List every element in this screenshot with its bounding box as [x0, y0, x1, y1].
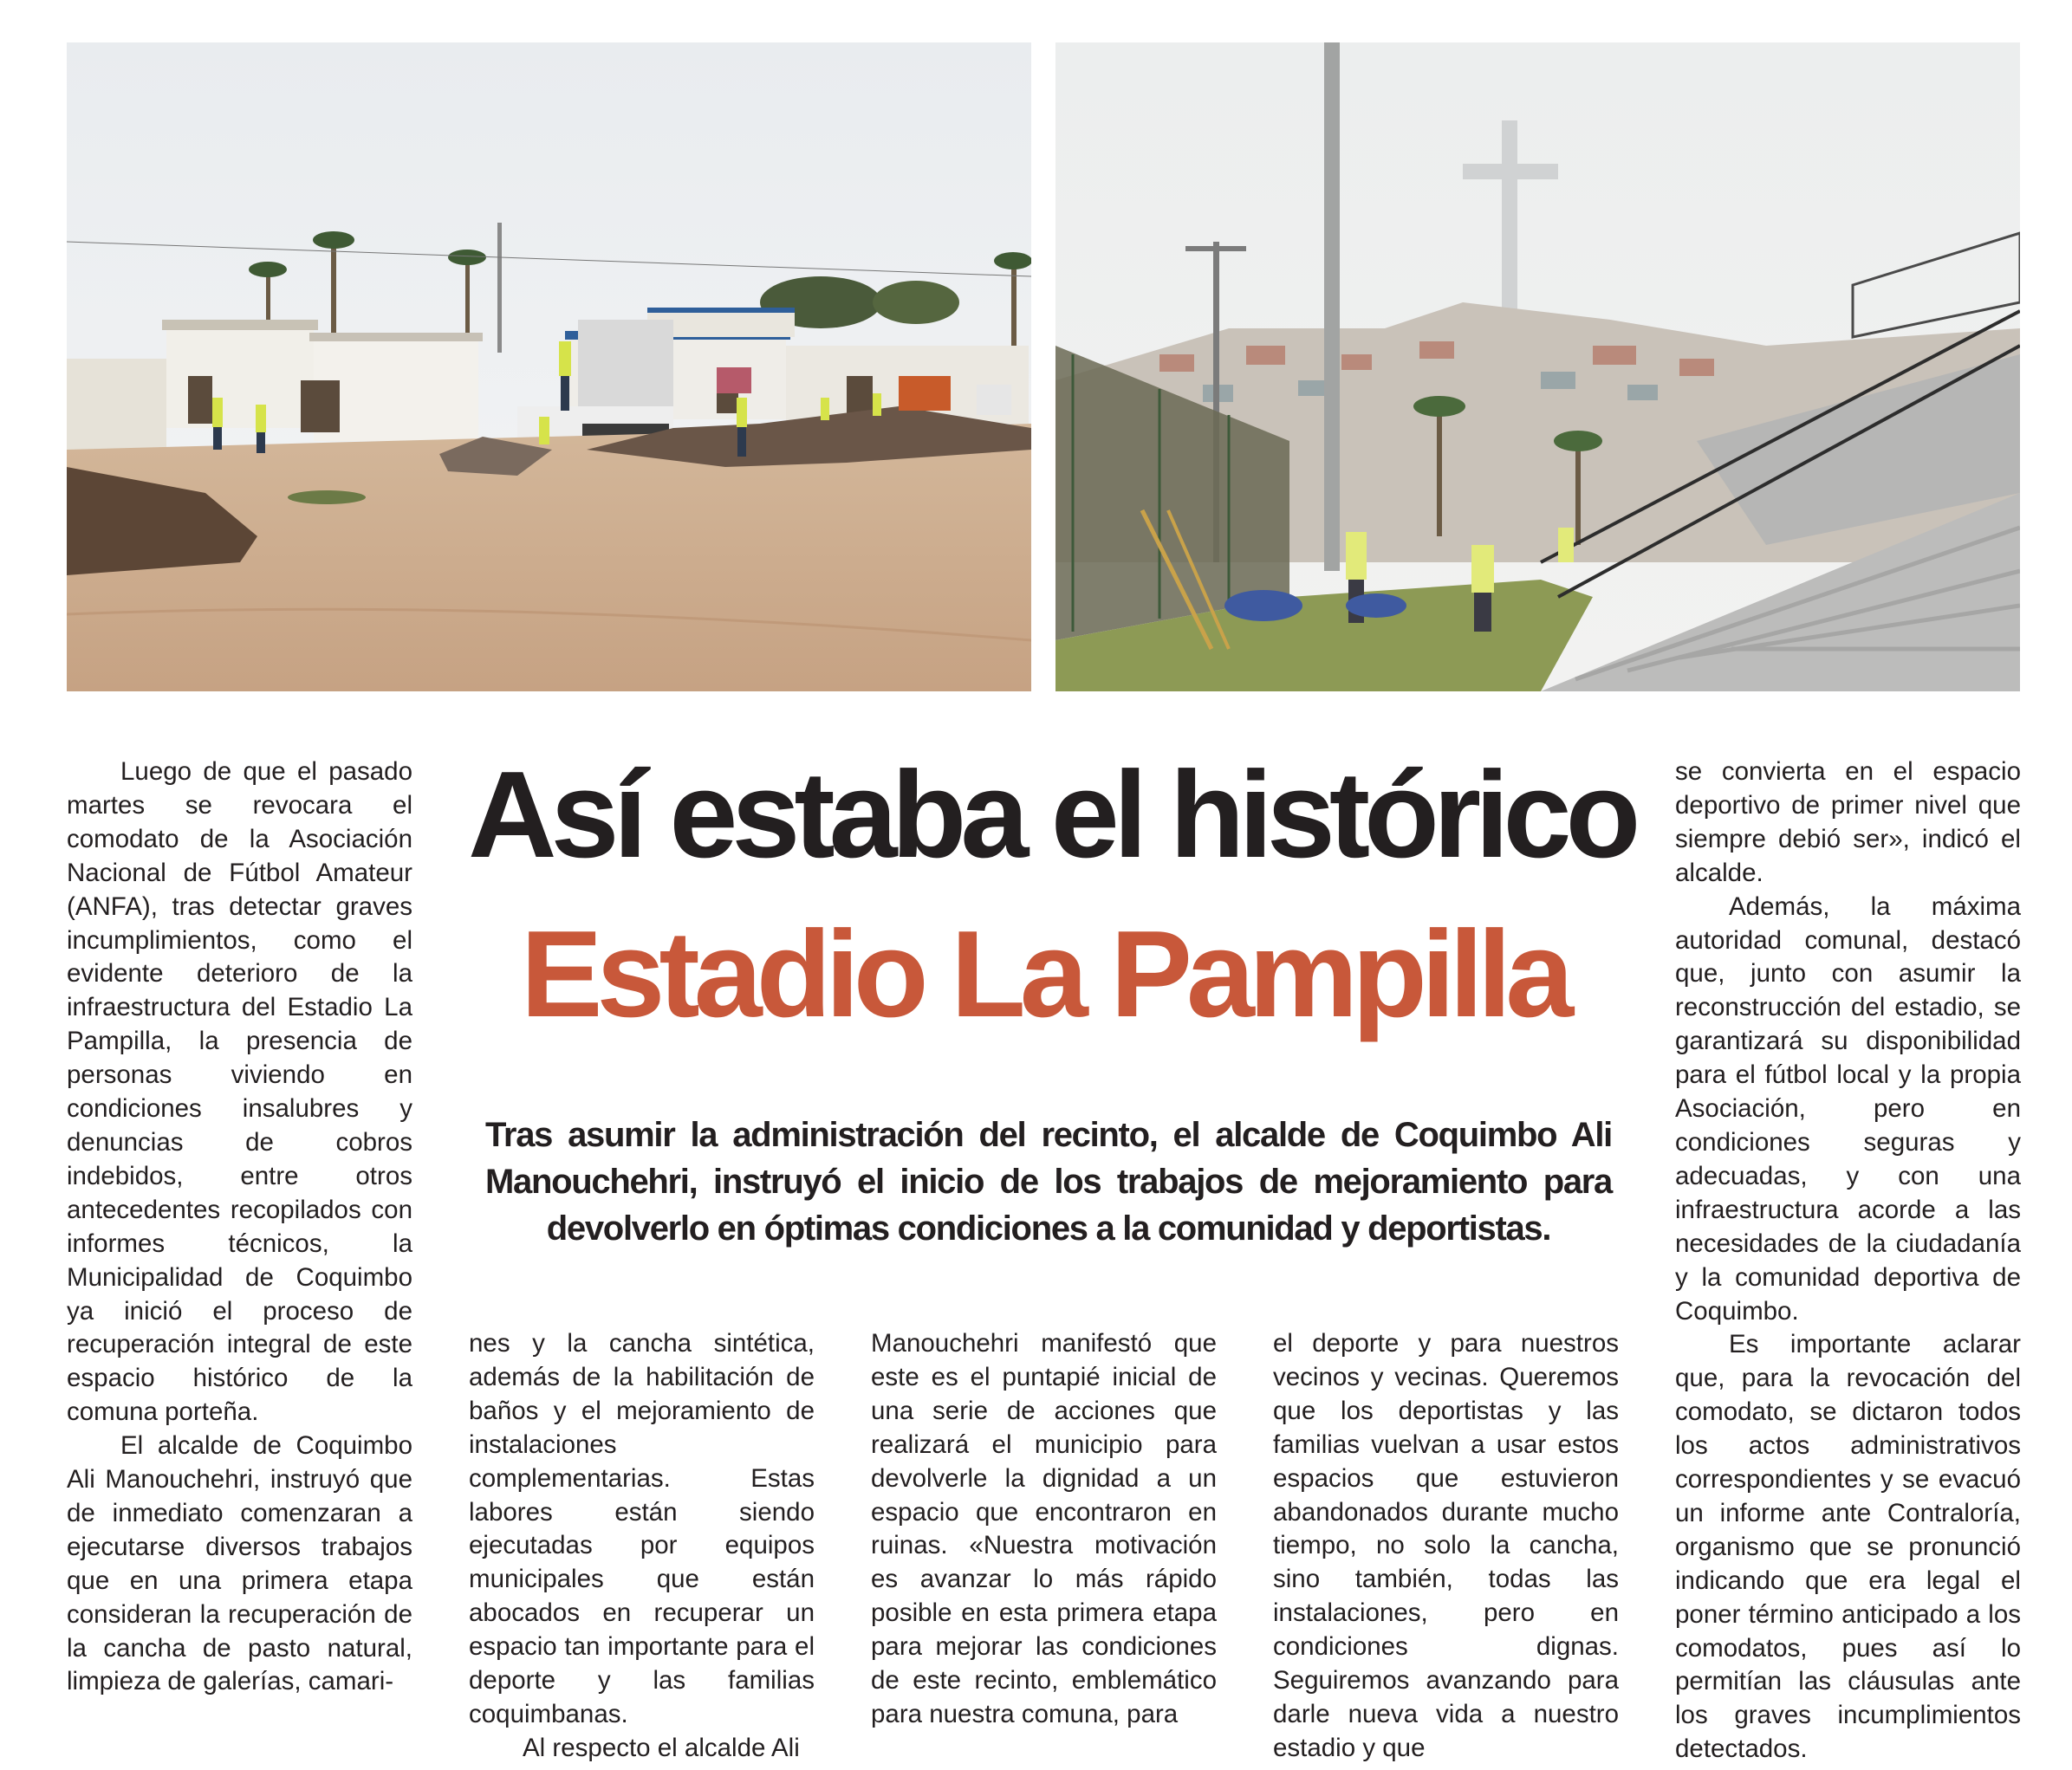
paragraph: Luego de que el pasado martes se revocara el comodato de la Asociación Nacional de Fútbol Amateur (ANFA), tras detectar graves incumplimientos, como el evidente deterioro de la infraestructura del Estadio La Pampilla, la presencia de personas viviendo en condiciones insalubres y denuncias de cobros indebidos, entre otros antecedentes recopilados con informes técnicos, la Municipalidad de Coquimbo ya inició el proceso de recuperación integral de este espacio histórico de la comuna porteña.	[67, 757, 412, 1427]
paragraph: El alcalde de Coquimbo Ali Manouchehri, instruyó que de inmediato comenzaran a ejecutarse diversos trabajos que en una primera etapa consideran la recuperación de la cancha de pasto natural, limpieza de galerías, camari-	[67, 1431, 412, 1696]
article-column-4	[1273, 1327, 1619, 1766]
photo-field-cleanup	[67, 42, 1031, 691]
article-column-2	[469, 1327, 815, 1766]
paragraph: Al respecto el alcalde Ali	[523, 1733, 800, 1762]
paragraph: Además, la máxima autoridad comunal, destacó que, junto con asumir la reconstrucción del estadio, se garantizará su disponibilidad para el fútbol local y la propia Asociación, pero en condiciones seguras y adecuadas, y con una infraestructura acorde a las necesidades de la ciudadanía y la comunidad deportiva de Coquimbo.	[1675, 891, 2021, 1326]
deck-subheadline: Tras asumir la administración del recinto, el alcalde de Coquimbo Ali Manouchehri, instruyó el inicio de los trabajos de mejoramiento para devolverlo en óptimas condiciones a la comunidad y deportistas.	[485, 1116, 1612, 1248]
field-cleanup-illustration	[67, 42, 1031, 691]
paragraph: se convierta en el espacio deportivo de primer nivel que siempre debió ser», indicó el alcalde.	[1675, 757, 2021, 887]
paragraph: el deporte y para nuestros vecinos y vecinas. Queremos que los deportistas y las familias vuelvan a usar estos espacios que estuvieron abandonados durante mucho tiempo, no solo la cancha, sino también, todas las instalaciones, pero en condiciones dignas. Seguiremos avanzando para darle nueva vida a nuestro estadio y que	[1273, 1329, 1619, 1762]
article-column-3	[871, 1327, 1217, 1732]
photo-stadium-stands	[1055, 42, 2020, 691]
headline-line-2: Estadio La Pampilla	[520, 905, 1569, 1043]
paragraph: Manouchehri manifestó que este es el puntapié inicial de una serie de acciones que realizará el municipio para devolverle la dignidad a un espacio que encontraron en ruinas. «Nuestra motivación es avanzar lo más rápido posible en esta primera etapa para mejorar las condiciones de este recinto, emblemático para nuestra comuna, para	[871, 1329, 1217, 1728]
article-column-1	[67, 755, 412, 1699]
headline-line-1: Así estaba el histórico	[468, 746, 1635, 884]
stadium-stands-illustration	[1055, 42, 2020, 691]
article-column-5	[1675, 755, 2021, 1767]
paragraph: Es importante aclarar que, para la revocación del comodato, se dictaron todos los actos administrativos correspondientes y se evacuó un informe ante Contraloría, organismo que se pronunció indicando que era legal el poner término anticipado a los comodatos, pues así lo permitían las cláusulas ante los graves incumplimientos detectados.	[1675, 1330, 2021, 1764]
paragraph: nes y la cancha sintética, además de la habilitación de baños y el mejoramiento de instalaciones complementarias. Estas labores están siendo ejecutadas por equipos municipales que están abocados en recuperar un espacio tan importante para el deporte y las familias coquimbanas.	[469, 1329, 815, 1728]
